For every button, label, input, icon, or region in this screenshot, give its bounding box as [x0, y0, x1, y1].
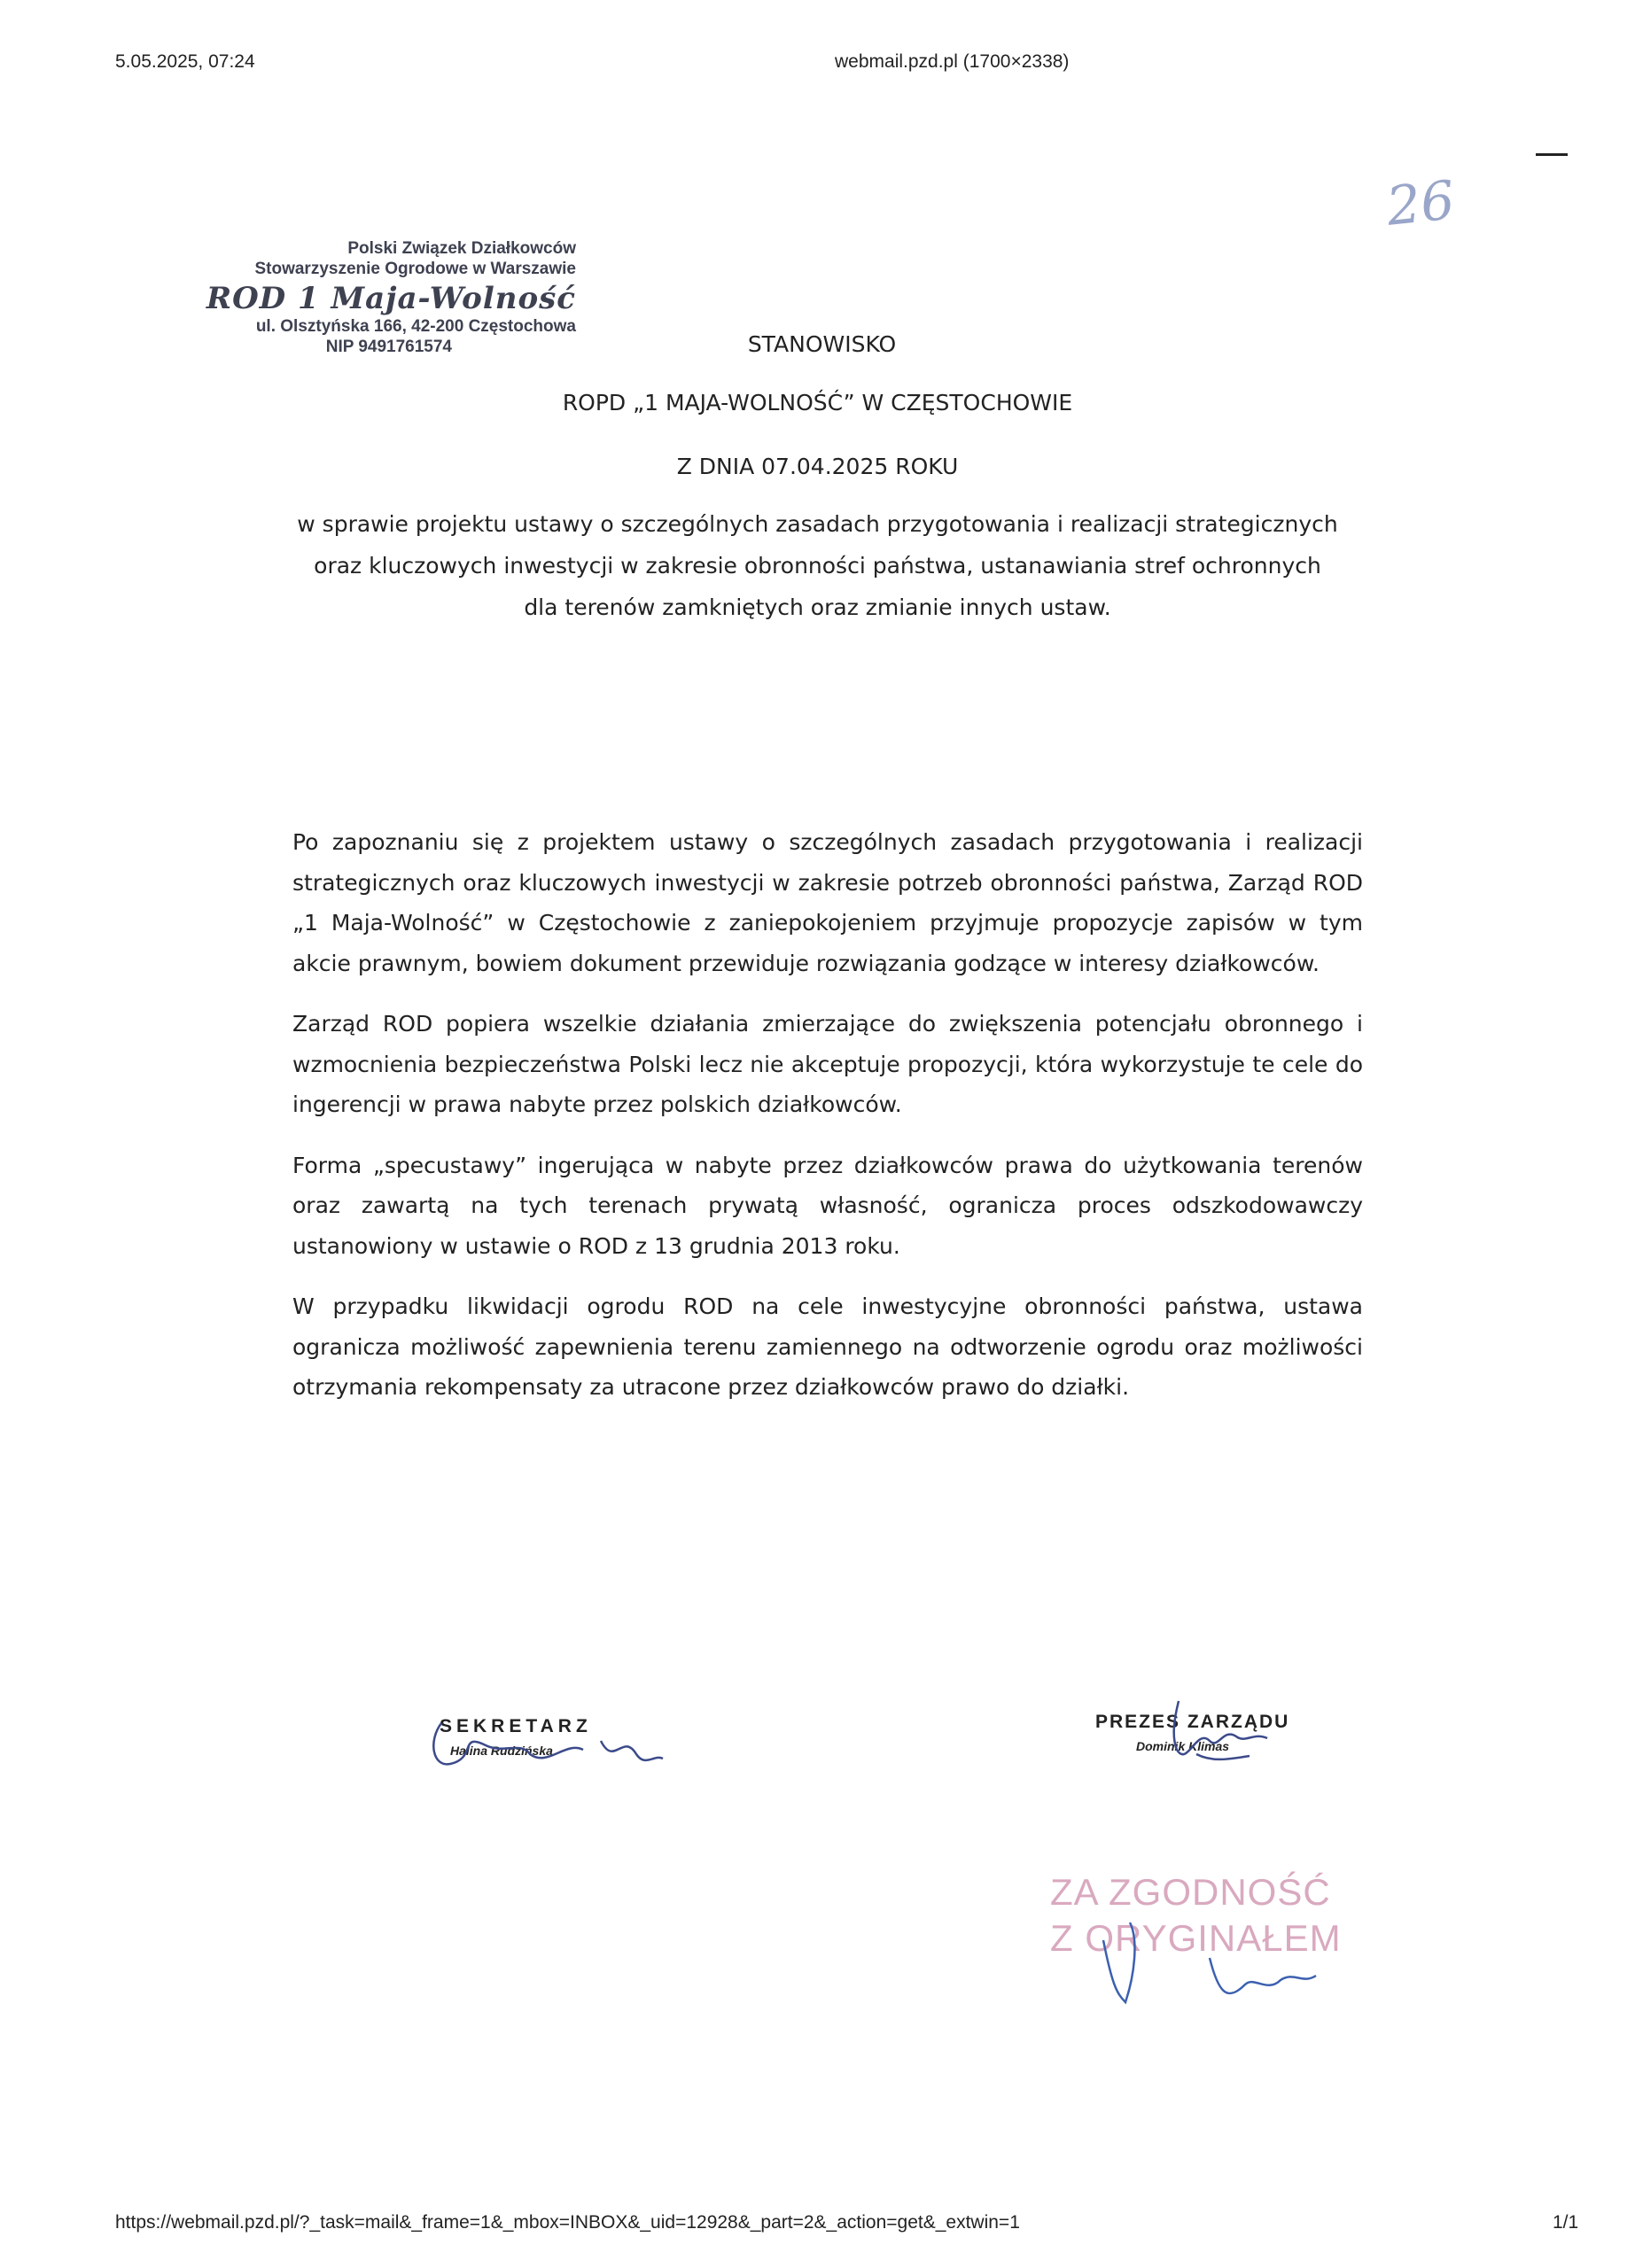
document-subtitle: ROPD „1 MAJA-WOLNOŚĆ” W CZĘSTOCHOWIE [562, 390, 1073, 416]
print-date: 5.05.2025, 07:24 [115, 51, 255, 72]
body-paragraph: W przypadku likwidacji ogrodu ROD na cele inwestycyjne obronności państwa, ustawa ogranicza możliwość zapewnienia terenu zamiennego na odtworzenie ogrodu oraz możliwości otrzymania rekompensaty za utracone przez działkowców prawo do działki. [292, 1293, 1363, 1400]
secretary-name: Halina Rudzińska [450, 1744, 553, 1758]
secretary-role: SEKRETARZ [440, 1716, 592, 1736]
body-paragraph: Po zapoznaniu się z projektem ustawy o szczególnych zasadach przygotowania i realizacji strategicznych oraz kluczowych inwestycji w zakresie potrzeb obronności państwa, Zarząd ROD „1 Maja-Wolność” w Częstochowie z zaniepokojeniem przyjmuje propozycje zapisów w tym akcie prawnym, bowiem dokument przewiduje rozwiązania godzące w interesy działkowców. [292, 829, 1363, 976]
print-footer-page-number: 1/1 [1553, 2212, 1579, 2233]
print-source: webmail.pzd.pl (1700×2338) [835, 51, 1070, 72]
certification-signature-scribble [1094, 1905, 1413, 2038]
president-signature-block [1090, 1701, 1320, 1781]
document-date: Z DNIA 07.04.2025 ROKU [676, 454, 959, 479]
subject-line: dla terenów zamkniętych oraz zmianie innych ustaw. [524, 594, 1111, 620]
stamp-line-association-type: Stowarzyszenie Ogrodowe w Warszawie [254, 259, 576, 278]
document-title: STANOWISKO [747, 331, 897, 357]
certification-stamp [1050, 1869, 1342, 1961]
stamp-line-garden-name: ROD 1 Maja-Wolność [206, 280, 576, 316]
president-role: PREZES ZARZĄDU [1095, 1712, 1290, 1732]
body-paragraph: Zarząd ROD popiera wszelkie działania zmierzające do zwiększenia potencjału obronnego i wzmocnienia bezpieczeństwa Polski lecz nie akceptuje propozycji, która wykorzystuje te cele do ingerencji w prawa nabyte przez polskich działkowców. [292, 1011, 1363, 1117]
secretary-signature-scribble [424, 1705, 654, 1785]
handwritten-page-number: 26 [1383, 169, 1458, 238]
document-subject [266, 503, 1369, 628]
subject-line: oraz kluczowych inwestycji w zakresie obronności państwa, ustanawiania stref ochronnych [314, 553, 1321, 579]
document-body [292, 822, 1363, 1428]
certification-line: ZA ZGODNOŚĆ [1050, 1871, 1331, 1913]
stamp-line-tax-id: NIP 9491761574 [325, 337, 452, 356]
stamp-line-address: ul. Olsztyńska 166, 42-200 Częstochowa [255, 317, 576, 337]
president-name: Dominik Klimas [1136, 1739, 1230, 1753]
president-signature-scribble [1090, 1701, 1320, 1781]
dash-mark [1536, 153, 1568, 156]
print-footer-url: https://webmail.pzd.pl/?_task=mail&_frame=1&_mbox=INBOX&_uid=12928&_part=2&_action=get&_extwin=1 [115, 2212, 1020, 2233]
secretary-signature-block [424, 1705, 654, 1785]
subject-line: w sprawie projektu ustawy o szczególnych zasadach przygotowania i realizacji strategicznych [297, 511, 1338, 537]
body-paragraph: Forma „specustawy” ingerująca w nabyte przez działkowców prawa do użytkowania terenów oraz zawartą na tych terenach prywatą własność, ogranicza proces odszkodowawczy ustanowiony w ustawie o ROD z 13 grudnia 2013 roku. [292, 1152, 1363, 1259]
certification-line: Z ORYGINAŁEM [1050, 1917, 1342, 1959]
stamp-line-association: Polski Związek Działkowców [347, 239, 576, 258]
